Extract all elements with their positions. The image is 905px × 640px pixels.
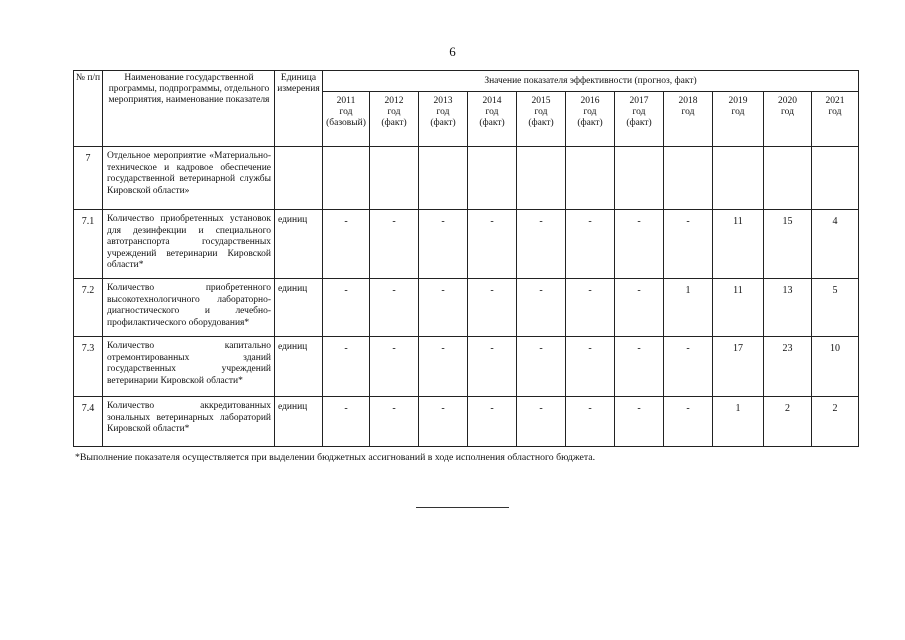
value-2014: - [468,337,517,397]
header-year-l2: год [436,107,450,117]
value-2012: - [370,279,419,337]
value-2019: 1 [713,397,764,447]
header-row-top [74,71,859,92]
efficiency-indicators-table [73,70,859,447]
header-year-l2: год [583,107,597,117]
header-year-year: 2016 [580,96,600,106]
value-2020 [764,147,812,210]
header-year-l3: (факт) [479,118,505,128]
value-2018: - [664,337,713,397]
value-2019: 17 [713,337,764,397]
header-name: Наименование государственной программы, подпрограммы, отдельного мероприятия, наименование показателя [103,71,275,147]
unit-of-measure [275,147,323,210]
indicator-name: Количество аккредитованных зональных ветеринарных лабораторий Кировской области* [103,397,275,447]
value-2020: 23 [764,337,812,397]
header-value-group: Значение показателя эффективности (прогноз, факт) [323,71,859,92]
header-year-l3: (факт) [528,118,554,128]
header-year-2016 [566,92,615,147]
value-2013: - [419,397,468,447]
value-2020: 13 [764,279,812,337]
closing-rule [416,507,509,508]
value-2013 [419,147,468,210]
value-2020: 2 [764,397,812,447]
value-2013: - [419,279,468,337]
value-2021: 2 [812,397,859,447]
value-2016: - [566,337,615,397]
header-year-2018 [664,92,713,147]
header-year-2015 [517,92,566,147]
value-2012: - [370,337,419,397]
value-2011: - [323,210,370,279]
header-year-l2: год [387,107,401,117]
header-year-year: 2011 [336,96,356,106]
header-year-l3: (факт) [577,118,603,128]
value-2013: - [419,210,468,279]
header-year-year: 2014 [482,96,502,106]
value-2017 [615,147,664,210]
table-body [74,147,859,447]
header-year-year: 2013 [433,96,453,106]
value-2016: - [566,279,615,337]
header-year-l2: год [485,107,499,117]
value-2015: - [517,210,566,279]
value-2015: - [517,279,566,337]
header-year-2012 [370,92,419,147]
value-2012: - [370,210,419,279]
header-num: № п/п [74,71,103,147]
header-year-2013 [419,92,468,147]
header-year-2021 [812,92,859,147]
header-year-year: 2012 [384,96,404,106]
value-2011: - [323,279,370,337]
value-2016: - [566,397,615,447]
value-2017: - [615,279,664,337]
header-year-l2: год [632,107,646,117]
value-2011: - [323,337,370,397]
value-2018: 1 [664,279,713,337]
value-2017: - [615,337,664,397]
indicator-name: Количество приобретенных установок для дезинфекции и специального автотранспорта государственных учреждений ветеринарии Кировской области* [103,210,275,279]
header-year-l2: год [534,107,548,117]
header-year-2020 [764,92,812,147]
table-row [74,397,859,447]
value-2021 [812,147,859,210]
value-2018 [664,147,713,210]
footnote: *Выполнение показателя осуществляется при выделении бюджетных ассигнований в ходе исполнения областного бюджета. [75,452,596,463]
value-2012 [370,147,419,210]
table-row [74,147,859,210]
header-year-l3: (факт) [381,118,407,128]
value-2020: 15 [764,210,812,279]
header-year-2017 [615,92,664,147]
value-2019: 11 [713,210,764,279]
value-2011 [323,147,370,210]
value-2015: - [517,397,566,447]
row-number: 7 [74,147,103,210]
header-year-year: 2020 [778,96,797,106]
value-2019: 11 [713,279,764,337]
value-2014: - [468,210,517,279]
value-2014 [468,147,517,210]
value-2019 [713,147,764,210]
header-year-l3: (факт) [626,118,652,128]
unit-of-measure: единиц [275,397,323,447]
value-2017: - [615,397,664,447]
row-number: 7.1 [74,210,103,279]
header-year-l2: год [731,107,745,117]
value-2011: - [323,397,370,447]
value-2014: - [468,397,517,447]
table-row [74,279,859,337]
value-2015: - [517,337,566,397]
unit-of-measure: единиц [275,210,323,279]
value-2016: - [566,210,615,279]
row-number: 7.2 [74,279,103,337]
value-2014: - [468,279,517,337]
value-2017: - [615,210,664,279]
value-2013: - [419,337,468,397]
value-2021: 4 [812,210,859,279]
header-unit: Единица измерения [275,71,323,147]
value-2018: - [664,397,713,447]
page-number: 6 [449,44,456,59]
header-year-2019 [713,92,764,147]
value-2012: - [370,397,419,447]
value-2018: - [664,210,713,279]
header-year-year: 2018 [678,96,698,106]
row-number: 7.3 [74,337,103,397]
header-year-l3: (факт) [430,118,456,128]
value-2015 [517,147,566,210]
header-year-l2: год [339,107,353,117]
indicator-name: Количество приобретенного высокотехнологичного лабораторно-диагностического и лечебно-профилактического оборудования* [103,279,275,337]
header-year-year: 2021 [825,96,845,106]
header-year-l3: (базовый) [326,118,366,128]
unit-of-measure: единиц [275,279,323,337]
header-year-2011 [323,92,370,147]
indicator-name: Отдельное мероприятие «Материально-техническое и кадровое обеспечение государственной ветеринарной службы Кировской области» [103,147,275,210]
header-year-l2: год [828,107,842,117]
value-2016 [566,147,615,210]
value-2021: 10 [812,337,859,397]
table-row [74,337,859,397]
indicator-name: Количество капитально отремонтированных зданий государственных учреждений ветеринарии Кировской области* [103,337,275,397]
header-year-year: 2015 [531,96,551,106]
unit-of-measure: единиц [275,337,323,397]
header-year-l2: год [681,107,695,117]
header-year-2014 [468,92,517,147]
table-row [74,210,859,279]
row-number: 7.4 [74,397,103,447]
header-year-year: 2019 [728,96,748,106]
header-year-year: 2017 [629,96,649,106]
header-year-l2: год [781,107,794,117]
value-2021: 5 [812,279,859,337]
